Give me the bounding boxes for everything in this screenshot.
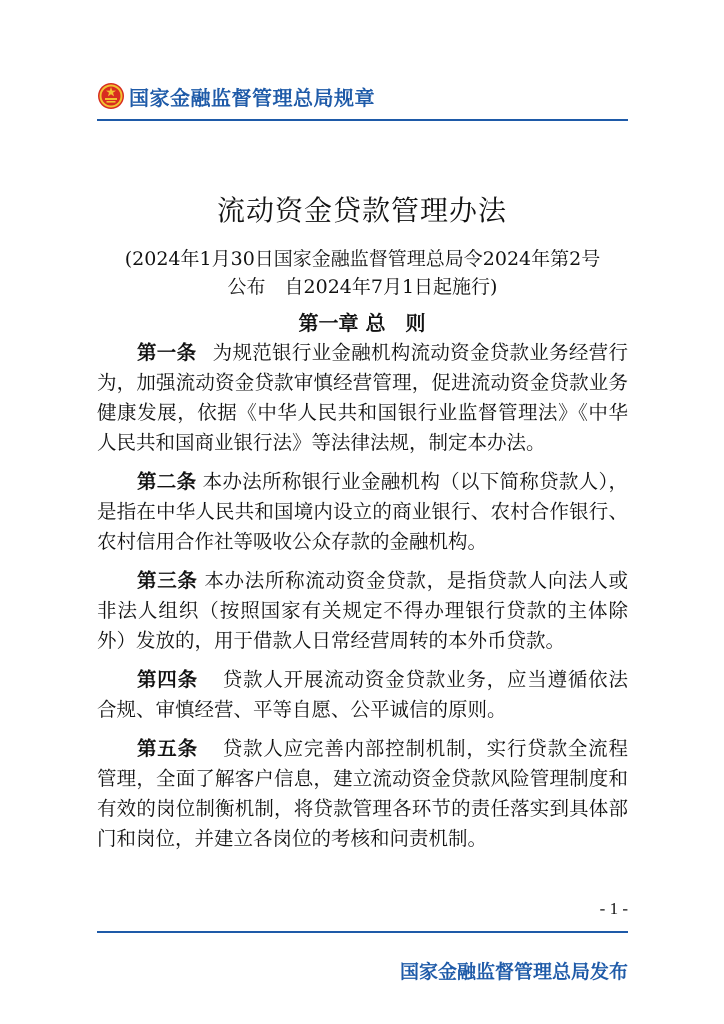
publisher-label: 国家金融监督管理总局发布 xyxy=(399,961,628,983)
page-number: - 1 - xyxy=(599,899,628,918)
article-3 xyxy=(97,566,628,656)
article-label: 第二条 xyxy=(137,470,197,493)
article-1 xyxy=(97,338,628,458)
chapter-heading: 第一章 总 则 xyxy=(298,311,426,335)
page-header xyxy=(97,76,628,116)
document-title: 流动资金贷款管理办法 xyxy=(216,194,507,227)
article-5 xyxy=(97,734,628,854)
article-text: 贷款人应完善内部控制机制，实行贷款全流程管理，全面了解客户信息，建立流动资金贷款风险管理制度和有效的岗位制衡机制，将贷款管理各环节的责任落实到具体部门和岗位，并建立各岗位的考核和问责机制。 xyxy=(97,737,628,850)
header-title: 国家金融监督管理总局规章 xyxy=(129,85,375,110)
subtitle-line-1: (2024年1月30日国家金融监督管理总局令2024年第2号 xyxy=(124,248,601,270)
document-body xyxy=(97,338,628,863)
article-label: 第五条 xyxy=(137,737,198,760)
article-text: 本办法所称流动资金贷款，是指贷款人向法人或非法人组织（按照国家有关规定不得办理银行贷款的主体除外）发放的，用于借款人日常经营周转的本外币贷款。 xyxy=(97,569,628,652)
document-subtitle xyxy=(97,245,628,301)
national-emblem-icon xyxy=(97,82,125,110)
article-text: 本办法所称银行业金融机构（以下简称贷款人），是指在中华人民共和国境内设立的商业银行、农村合作银行、农村信用合作社等吸收公众存款的金融机构。 xyxy=(97,470,628,553)
article-label: 第三条 xyxy=(137,569,198,592)
header-divider xyxy=(97,119,628,121)
article-text: 贷款人开展流动资金贷款业务，应当遵循依法合规、审慎经营、平等自愿、公平诚信的原则。 xyxy=(97,668,628,721)
subtitle-line-2: 公布 自2024年7月1日起施行) xyxy=(227,276,498,298)
article-2 xyxy=(97,467,628,557)
article-text: 为规范银行业金融机构流动资金贷款业务经营行为，加强流动资金贷款审慎经营管理，促进流动资金贷款业务健康发展，依据《中华人民共和国银行业监督管理法》《中华人民共和国商业银行法》等法律法规，制定本办法。 xyxy=(97,341,628,454)
article-4 xyxy=(97,665,628,725)
article-label: 第一条 xyxy=(137,341,197,364)
footer-divider xyxy=(97,931,628,933)
article-label: 第四条 xyxy=(137,668,198,691)
